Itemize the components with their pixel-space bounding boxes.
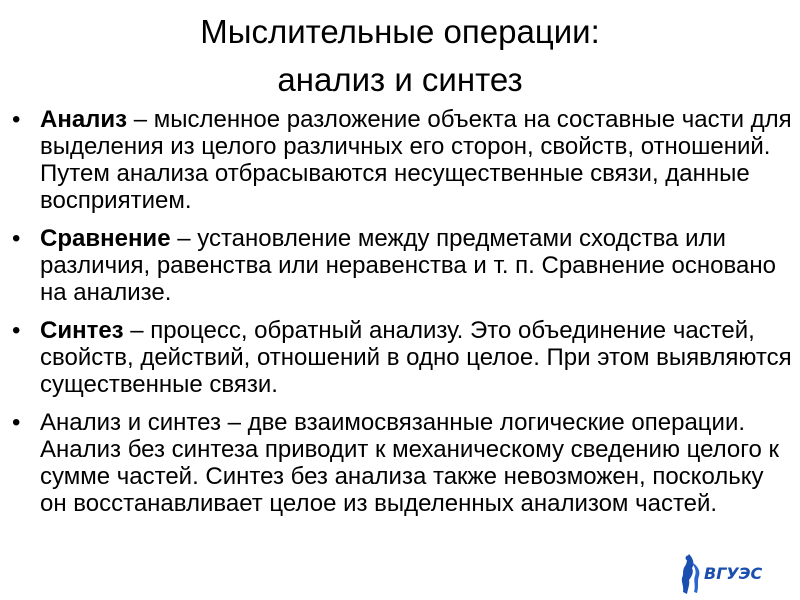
logo-figure-icon: [676, 552, 704, 596]
bullet-term: Сравнение: [40, 225, 171, 252]
bullet-icon: •: [12, 409, 21, 436]
bullet-item-synthesis: [12, 317, 794, 398]
bullet-icon: •: [12, 225, 21, 252]
slide-title-line-2: анализ и синтез: [277, 61, 523, 98]
bullet-text: Анализ и синтез – две взаимосвязанные логические операции. Анализ без синтеза приводит к механическому сведению целого к сумме частей. Синтез без анализа также невозможен, поскольку он восстанавливает целое из выделенных анализом частей.: [40, 409, 780, 517]
logo-text: ВГУЭС: [704, 564, 763, 583]
bullet-term: Синтез: [40, 317, 124, 344]
bullet-item-analysis: [12, 106, 794, 214]
bullet-term: Анализ: [40, 106, 128, 133]
bullet-icon: •: [12, 106, 21, 133]
slide-title: [0, 8, 800, 104]
bullet-item-comparison: [12, 225, 794, 306]
bullet-text: – установление между предметами сходства или различия, равенства или неравенства и т. п. Сравнение основано на анализе.: [40, 225, 776, 306]
bullet-text: – мысленное разложение объекта на составные части для выделения из целого различных его сторон, свойств, отношений. Путем анализа отбрасываются несущественные связи, данные восприятием.: [40, 106, 792, 214]
bullet-item-conclusion: [12, 409, 794, 517]
bullet-icon: •: [12, 317, 21, 344]
bullet-list: [12, 106, 794, 528]
bullet-text: – процесс, обратный анализу. Это объединение частей, свойств, действий, отношений в одно целое. При этом выявляются существенные связи.: [40, 317, 792, 398]
slide-title-line-1: Мыслительные операции:: [200, 13, 600, 50]
university-logo: [676, 552, 772, 596]
